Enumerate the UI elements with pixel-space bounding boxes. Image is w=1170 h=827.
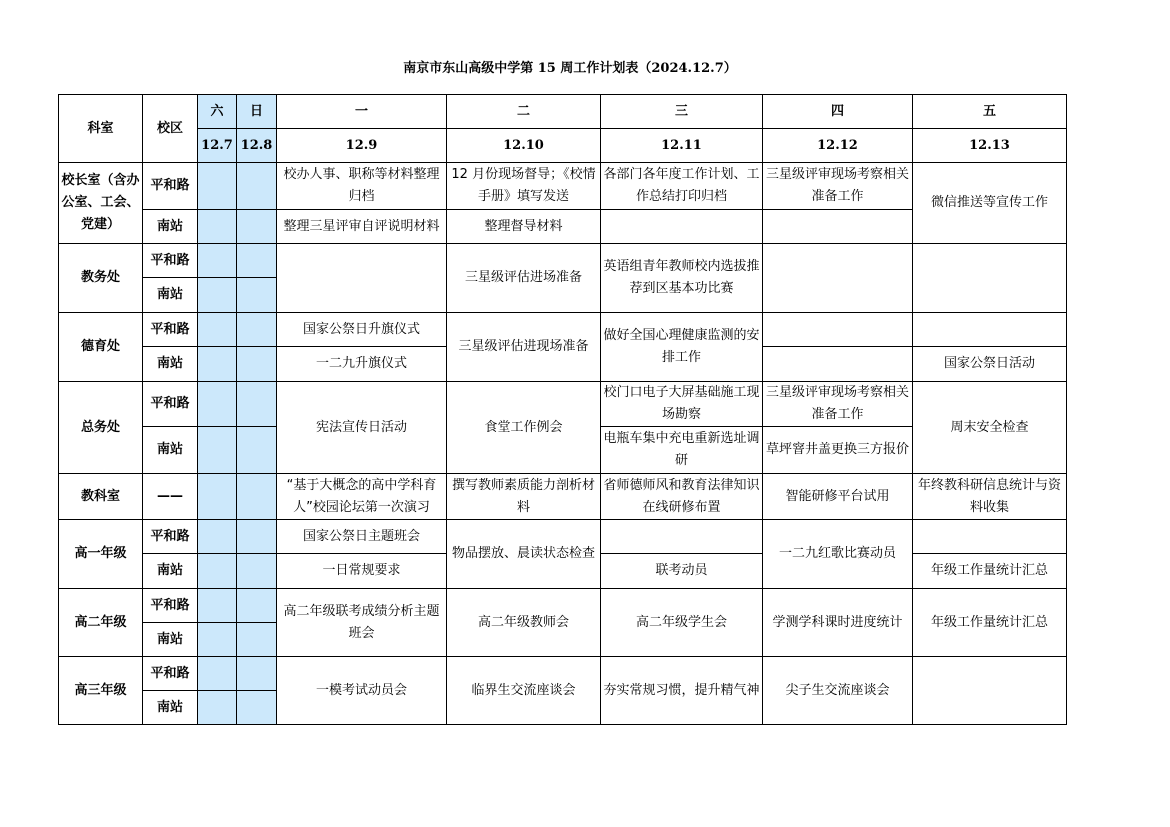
dept-principal: 校长室（含办公室、工会、党建）	[59, 163, 143, 244]
dept-research: 教科室	[59, 474, 143, 520]
weekend-cell	[198, 691, 237, 725]
plan-cell	[763, 210, 913, 244]
header-day-sat: 六	[198, 95, 237, 129]
campus-label: 平和路	[143, 382, 198, 427]
weekend-cell	[237, 623, 277, 657]
plan-cell	[913, 657, 1067, 725]
plan-cell: 尖子生交流座谈会	[763, 657, 913, 725]
plan-cell: 撰写教师素质能力剖析材料	[447, 474, 601, 520]
header-day-fri: 五	[913, 95, 1067, 129]
plan-cell	[913, 313, 1067, 347]
plan-cell: 国家公祭日主题班会	[277, 520, 447, 554]
campus-label: 南站	[143, 278, 198, 313]
header-date-tue: 12.10	[447, 129, 601, 163]
header-day-tue: 二	[447, 95, 601, 129]
plan-cell: 国家公祭日活动	[913, 347, 1067, 382]
plan-cell: 年级工作量统计汇总	[913, 554, 1067, 589]
plan-cell: 三星级评估进场准备	[447, 244, 601, 313]
weekend-cell	[237, 313, 277, 347]
plan-cell	[763, 347, 913, 382]
plan-cell: 年终教科研信息统计与资料收集	[913, 474, 1067, 520]
campus-label: 南站	[143, 210, 198, 244]
table-row	[59, 382, 1067, 427]
plan-cell: 整理督导材料	[447, 210, 601, 244]
campus-label: 平和路	[143, 589, 198, 623]
page-title: 南京市东山高级中学第 15 周工作计划表（2024.12.7）	[403, 61, 737, 76]
campus-label: 南站	[143, 347, 198, 382]
weekend-cell	[237, 589, 277, 623]
table-row	[59, 474, 1067, 520]
plan-cell: 年级工作量统计汇总	[913, 589, 1067, 657]
plan-cell: 校门口电子大屏基础施工现场勘察	[601, 382, 763, 427]
plan-cell: 高二年级联考成绩分析主题班会	[277, 589, 447, 657]
plan-cell: 12 月份现场督导；《校情手册》填写发送	[447, 163, 601, 210]
plan-cell: 宪法宣传日活动	[277, 382, 447, 474]
plan-cell: 三星级评审现场考察相关准备工作	[763, 163, 913, 210]
campus-label: ——	[143, 474, 198, 520]
plan-cell	[913, 244, 1067, 313]
plan-cell: “基于大概念的高中学科育人”校园论坛第一次演习	[277, 474, 447, 520]
weekend-cell	[237, 244, 277, 278]
campus-label: 平和路	[143, 520, 198, 554]
work-plan-table	[58, 94, 1067, 725]
plan-cell	[763, 244, 913, 313]
header-day-row	[59, 95, 1067, 129]
plan-cell: 一日常规要求	[277, 554, 447, 589]
weekend-cell	[198, 313, 237, 347]
header-date-mon: 12.9	[277, 129, 447, 163]
weekend-cell	[198, 244, 237, 278]
plan-cell: 食堂工作例会	[447, 382, 601, 474]
weekend-cell	[237, 474, 277, 520]
weekend-cell	[198, 163, 237, 210]
weekend-cell	[198, 278, 237, 313]
plan-cell	[601, 210, 763, 244]
table-row	[59, 313, 1067, 347]
campus-label: 南站	[143, 623, 198, 657]
header-date-sat: 12.7	[198, 129, 237, 163]
weekend-cell	[237, 382, 277, 427]
plan-cell: 做好全国心理健康监测的安排工作	[601, 313, 763, 382]
weekend-cell	[237, 657, 277, 691]
dept-general: 总务处	[59, 382, 143, 474]
plan-cell: 高二年级学生会	[601, 589, 763, 657]
header-date-row	[59, 129, 1067, 163]
plan-cell: 临界生交流座谈会	[447, 657, 601, 725]
plan-cell: 学测学科课时进度统计	[763, 589, 913, 657]
dept-grade1: 高一年级	[59, 520, 143, 589]
table-row	[59, 657, 1067, 691]
plan-cell	[277, 244, 447, 313]
campus-label: 平和路	[143, 313, 198, 347]
plan-cell	[913, 520, 1067, 554]
plan-cell: 一模考试动员会	[277, 657, 447, 725]
plan-cell: 高二年级教师会	[447, 589, 601, 657]
weekend-cell	[237, 691, 277, 725]
header-day-mon: 一	[277, 95, 447, 129]
dept-academic: 教务处	[59, 244, 143, 313]
plan-cell: 校办人事、职称等材料整理归档	[277, 163, 447, 210]
plan-cell: 周末安全检查	[913, 382, 1067, 474]
plan-cell: 草坪窨井盖更换三方报价	[763, 427, 913, 474]
weekend-cell	[198, 657, 237, 691]
header-day-sun: 日	[237, 95, 277, 129]
header-campus: 校区	[143, 95, 198, 163]
weekend-cell	[237, 278, 277, 313]
plan-cell: 联考动员	[601, 554, 763, 589]
weekend-cell	[198, 382, 237, 427]
dept-moral: 德育处	[59, 313, 143, 382]
header-dept: 科室	[59, 95, 143, 163]
plan-cell: 智能研修平台试用	[763, 474, 913, 520]
weekend-cell	[237, 520, 277, 554]
weekend-cell	[198, 589, 237, 623]
dept-grade3: 高三年级	[59, 657, 143, 725]
weekend-cell	[237, 210, 277, 244]
table-row	[59, 520, 1067, 554]
plan-cell	[763, 313, 913, 347]
campus-label: 平和路	[143, 244, 198, 278]
weekend-cell	[198, 210, 237, 244]
weekend-cell	[198, 623, 237, 657]
plan-cell	[601, 520, 763, 554]
plan-cell: 一二九红歌比赛动员	[763, 520, 913, 589]
weekend-cell	[198, 474, 237, 520]
weekend-cell	[198, 554, 237, 589]
plan-cell: 英语组青年教师校内选拔推荐到区基本功比赛	[601, 244, 763, 313]
plan-cell: 夯实常规习惯，提升精气神	[601, 657, 763, 725]
plan-cell: 微信推送等宣传工作	[913, 163, 1067, 244]
weekend-cell	[198, 520, 237, 554]
plan-cell: 物品摆放、晨读状态检查	[447, 520, 601, 589]
campus-label: 平和路	[143, 163, 198, 210]
header-date-sun: 12.8	[237, 129, 277, 163]
campus-label: 平和路	[143, 657, 198, 691]
header-date-fri: 12.13	[913, 129, 1067, 163]
plan-cell: 国家公祭日升旗仪式	[277, 313, 447, 347]
plan-cell: 各部门各年度工作计划、工作总结打印归档	[601, 163, 763, 210]
weekend-cell	[237, 347, 277, 382]
campus-label: 南站	[143, 554, 198, 589]
weekend-cell	[237, 427, 277, 474]
plan-cell: 一二九升旗仪式	[277, 347, 447, 382]
header-date-thu: 12.12	[763, 129, 913, 163]
plan-cell: 省师德师风和教育法律知识在线研修布置	[601, 474, 763, 520]
table-row	[59, 589, 1067, 623]
table-row	[59, 163, 1067, 210]
header-day-wed: 三	[601, 95, 763, 129]
weekend-cell	[198, 347, 237, 382]
plan-cell: 三星级评估进现场准备	[447, 313, 601, 382]
weekend-cell	[237, 163, 277, 210]
campus-label: 南站	[143, 691, 198, 725]
weekend-cell	[237, 554, 277, 589]
plan-cell: 电瓶车集中充电重新选址调研	[601, 427, 763, 474]
weekend-cell	[198, 427, 237, 474]
dept-grade2: 高二年级	[59, 589, 143, 657]
header-day-thu: 四	[763, 95, 913, 129]
header-date-wed: 12.11	[601, 129, 763, 163]
table-row	[59, 244, 1067, 278]
plan-cell: 整理三星评审自评说明材料	[277, 210, 447, 244]
plan-cell: 三星级评审现场考察相关准备工作	[763, 382, 913, 427]
campus-label: 南站	[143, 427, 198, 474]
